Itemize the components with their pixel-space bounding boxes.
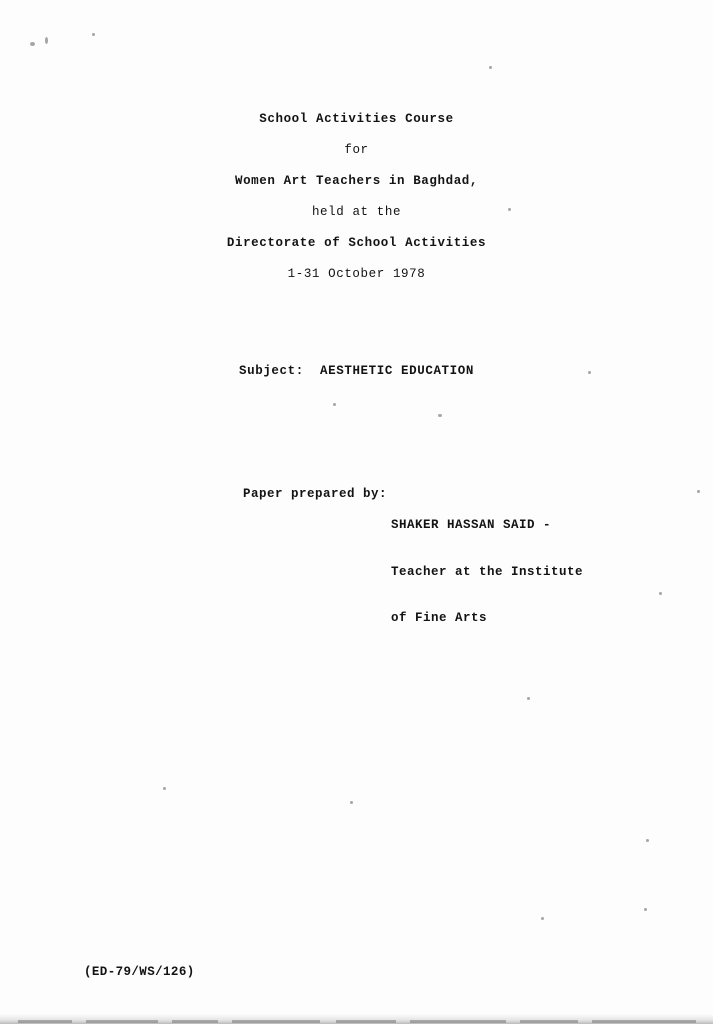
author-affiliation-line-2: of Fine Arts — [391, 611, 488, 625]
speck-mark — [45, 37, 48, 44]
author-name: SHAKER HASSAN SAID - — [391, 518, 552, 532]
speck-mark — [489, 66, 492, 69]
speck-mark — [438, 414, 442, 417]
edge-tick — [336, 1020, 396, 1023]
speck-mark — [163, 787, 166, 790]
subject-block — [0, 364, 713, 378]
edge-tick — [232, 1020, 320, 1023]
title-line-6: 1-31 October 1978 — [287, 267, 426, 281]
edge-tick — [172, 1020, 218, 1023]
prepared-by-label: Paper prepared by: — [243, 487, 388, 501]
speck-mark — [659, 592, 662, 595]
prepared-by-block — [243, 487, 583, 658]
speck-mark — [350, 801, 353, 804]
edge-tick — [410, 1020, 506, 1023]
document-code: (ED-79/WS/126) — [84, 965, 195, 979]
speck-mark — [697, 490, 700, 493]
title-block — [0, 104, 713, 290]
speck-mark — [541, 917, 544, 920]
title-line-4: held at the — [311, 205, 402, 219]
speck-mark — [333, 403, 336, 406]
speck-mark — [30, 42, 35, 46]
title-line-3: Women Art Teachers in Baghdad, — [234, 174, 479, 188]
title-line-2: for — [344, 143, 369, 157]
edge-tick — [18, 1020, 72, 1023]
title-line-5: Directorate of School Activities — [226, 236, 487, 250]
speck-mark — [92, 33, 95, 36]
edge-tick — [592, 1020, 696, 1023]
speck-mark — [527, 697, 530, 700]
author-affiliation-line-1: Teacher at the Institute — [391, 564, 584, 579]
speck-mark — [646, 839, 649, 842]
subject-line: Subject: AESTHETIC EDUCATION — [239, 364, 474, 378]
edge-tick — [520, 1020, 578, 1023]
edge-tick — [86, 1020, 158, 1023]
speck-mark — [644, 908, 647, 911]
title-line-1: School Activities Course — [259, 112, 454, 126]
